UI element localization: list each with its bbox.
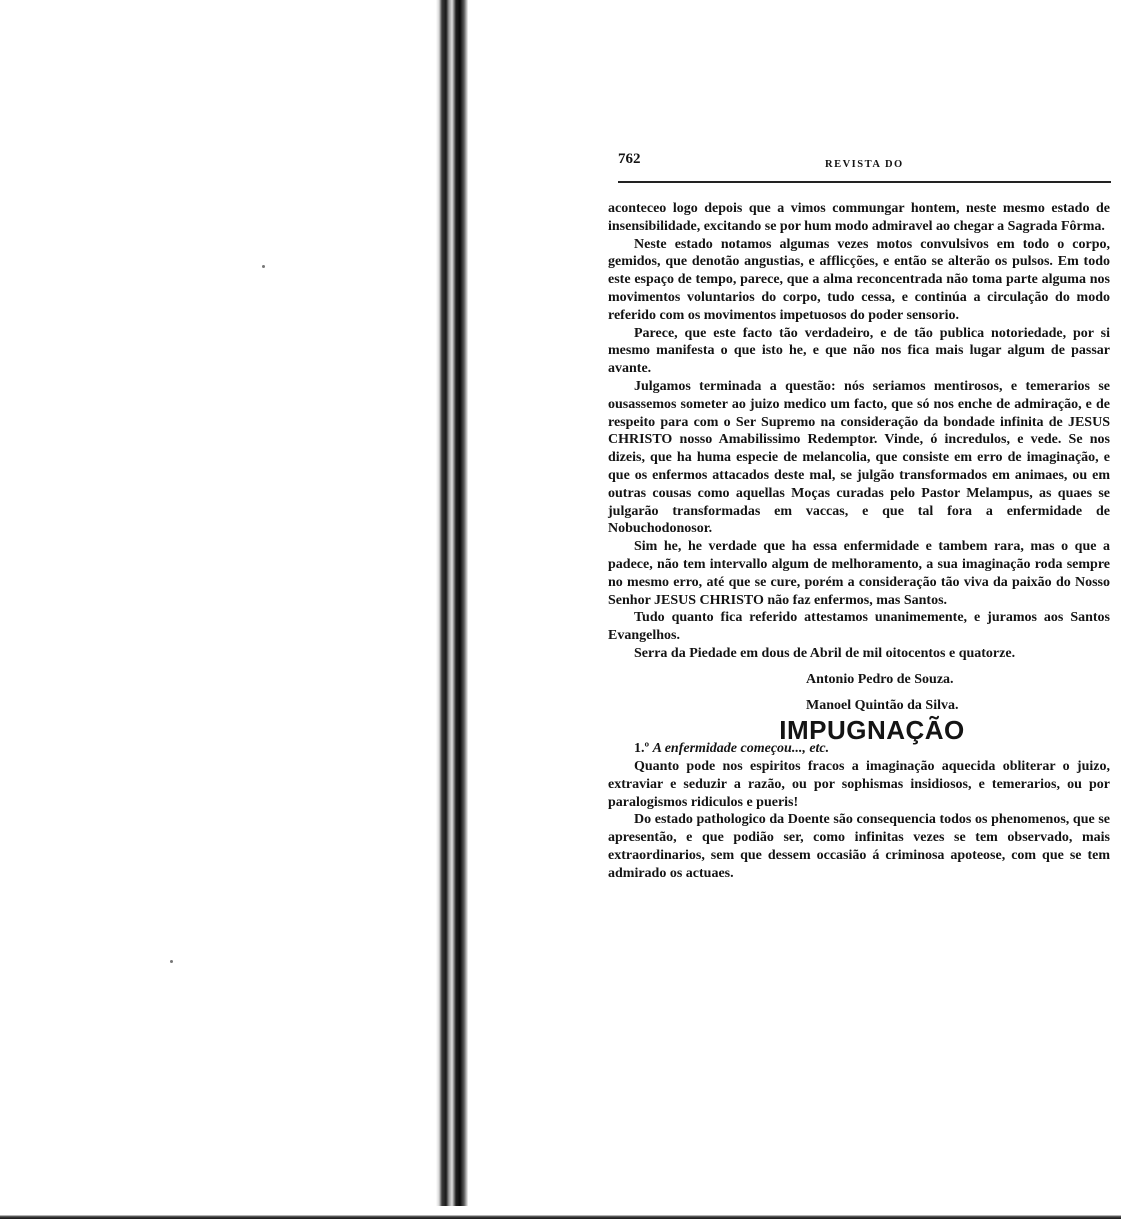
paragraph: Julgamos terminada a questão: nós seriamos mentirosos, e temerarios se ousassemos someter ao juizo medico um facto, que só nos enche de admiração, e de respeito para com o Ser Supremo na consideração da bondade infinita de JESUS CHRISTO nosso Amabilissimo Redemptor. Vinde, ó incredulos, e vede. Se nos dizeis, que ha huma especie de melancolia, que consiste em erro de imaginação, e que os enfermos attacados deste mal, se julgão transformados em animaes, ou em outras cousas como aquellas Moças curadas pelo Pastor Melampus, as quaes se julgarão transformadas em vaccas, e que tal fora a enfermidade de Nobuchodonosor. bbox=[608, 378, 1110, 537]
right-page bbox=[468, 0, 1121, 1206]
item-text: A enfermidade começou..., etc. bbox=[652, 741, 830, 757]
page-header bbox=[618, 151, 1111, 183]
text-block bbox=[608, 200, 1110, 882]
blank-left-page bbox=[0, 0, 440, 1219]
paragraph: Tudo quanto fica referido attestamos unanimemente, e juramos aos Santos Evangelhos. bbox=[608, 610, 1110, 644]
paragraph: Parece, que este facto tão verdadeiro, e de tão publica notoriedade, por si mesmo manifesta o que isto he, e que não nos fica mais lugar algum de passar avante. bbox=[608, 325, 1110, 377]
paragraph: aconteceo logo depois que a vimos commungar hontem, neste mesmo estado de insensibilidade, excitando se por hum modo admiravel ao chegar a Sagrada Fôrma. bbox=[608, 201, 1110, 234]
paragraph: Neste estado notamos algumas vezes motos convulsivos em todo o corpo, gemidos, que denotão angustias, e afflicções, e então se alterão os pulsos. Em todo este espaço de tempo, parece, que a alma reconcentrada não toma parte alguma nos movimentos voluntarios do corpo, tudo cessa, e continúa a circulação do modo referido com os movimentos impetuosos do poder sensorio. bbox=[608, 236, 1110, 323]
signatures bbox=[806, 671, 1110, 715]
page-bottom-edge bbox=[0, 1206, 1121, 1219]
place-date: Serra da Piedade em dous de Abril de mil oitocentos e quatorze. bbox=[634, 645, 1016, 661]
running-head: REVISTA DO bbox=[825, 159, 904, 170]
signatory-name: Antonio Pedro de Souza. bbox=[806, 671, 954, 687]
scan-speck bbox=[170, 960, 173, 963]
item-number: 1.º bbox=[634, 741, 650, 757]
paragraph: Sim he, he verdade que ha essa enfermidade e tambem rara, mas o que a padece, não tem intervallo algum de melhoramento, a sua imaginação roda sempre no mesmo erro, até que se cure, porém a consideração tão viva da paixão do Nosso Senhor JESUS CHRISTO não faz enfermos, mas Santos. bbox=[608, 539, 1110, 608]
paragraph: Quanto pode nos espiritos fracos a imaginação aquecida obliterar o juizo, extraviar e seduzir a razão, ou por sophismas insidiosos, e temerarios, ou por paralogismos ridiculos e pueris! bbox=[608, 758, 1110, 810]
scan-speck bbox=[262, 265, 265, 268]
signatory-name: Manoel Quintão da Silva. bbox=[806, 697, 959, 713]
page-number: 762 bbox=[618, 151, 641, 167]
section-title: IMPUGNAÇÃO bbox=[779, 715, 965, 746]
paragraph: Do estado pathologico da Doente são consequencia todos os phenomenos, que se apresentão, e que podião ser, como infinitas vezes se tem observado, mais extraordinarios, sem que dessem occasião á criminosa apoteose, com que se tem admirado os actuaes. bbox=[608, 812, 1110, 881]
book-gutter bbox=[436, 0, 468, 1219]
